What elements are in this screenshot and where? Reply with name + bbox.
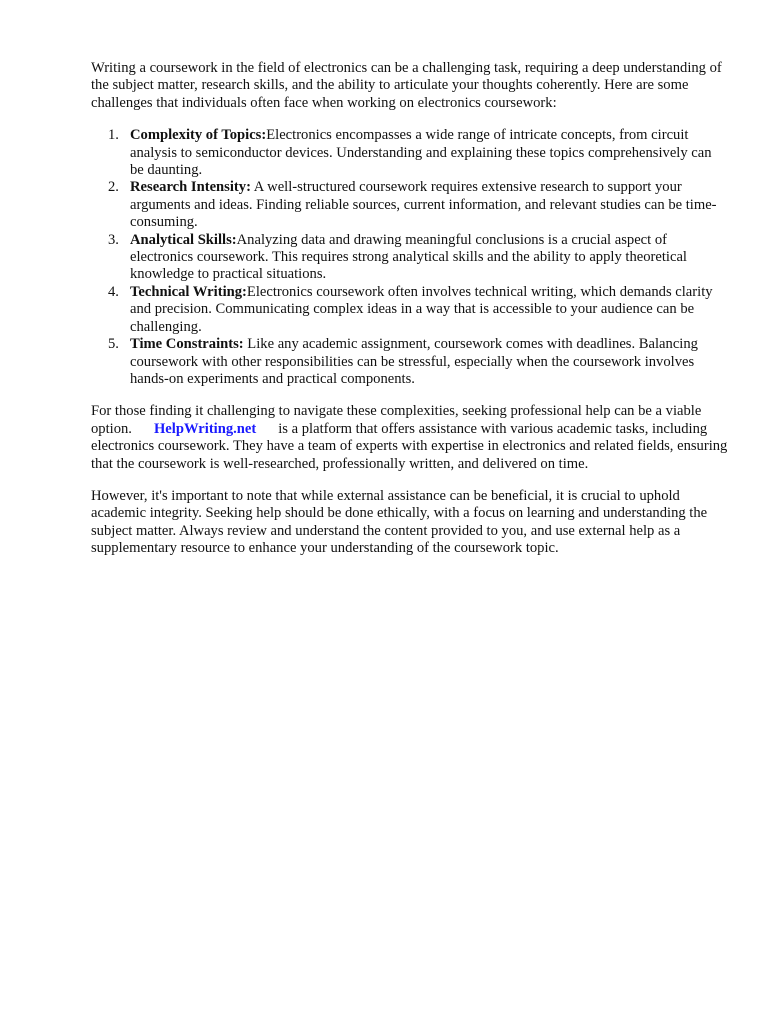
list-item-text: Electronics encompasses a wide range of intricate concepts, from circuit analysis to semiconductor devices. Understanding and explaining these topics comprehensively can be daunting. <box>130 127 712 179</box>
help-text-after-link: is a platform that offers assistance with various academic tasks, including electronics coursework. They have a team of experts with expertise in electronics and related fields, ensuring that the coursework is well-researched, professionally written, and delivered on time. <box>91 420 728 472</box>
list-item <box>108 231 728 284</box>
help-paragraph <box>91 403 728 473</box>
list-item-term: Time Constraints: <box>130 336 244 353</box>
help-text-before-link: For those finding it challenging to navigate these complexities, seeking professional help can be a viable option. <box>91 403 702 437</box>
list-item-text: Like any academic assignment, coursework comes with deadlines. Balancing coursework with other responsibilities can be stressful, especially when the coursework involves hands-on experiments and practical components. <box>130 336 698 387</box>
list-item-term: Analytical Skills: <box>130 231 237 248</box>
list-item-number: 5. <box>108 336 119 353</box>
list-item-text: Electronics coursework often involves technical writing, which demands clarity and precision. Communicating complex ideas in a way that is accessible to your audience can be challenging. <box>130 283 713 335</box>
list-item <box>108 179 728 231</box>
list-item-number: 2. <box>108 179 119 196</box>
list-item <box>108 283 728 336</box>
helpwriting-link[interactable]: HelpWriting.net <box>153 420 257 437</box>
list-item-text: A well-structured coursework requires extensive research to support your arguments and ideas. Finding reliable sources, current information, and relevant studies can be time-consuming. <box>130 179 717 231</box>
list-item-number: 3. <box>108 231 119 248</box>
list-item-term: Research Intensity: <box>130 179 251 196</box>
list-item-number: 1. <box>108 127 119 144</box>
intro-paragraph: Writing a coursework in the field of electronics can be a challenging task, requiring a deep understanding of the subject matter, research skills, and the ability to articulate your thoughts coherently. Here are some challenges that individuals often face when working on electronics coursework: <box>91 60 722 111</box>
list-item <box>108 336 728 388</box>
list-item-text: Analyzing data and drawing meaningful conclusions is a crucial aspect of electronics coursework. This requires strong analytical skills and the ability to apply theoretical knowledge to practical situations. <box>130 231 687 283</box>
list-item <box>108 127 728 179</box>
list-item-number: 4. <box>108 283 119 300</box>
challenges-list <box>91 127 728 388</box>
closing-paragraph: However, it's important to note that while external assistance can be beneficial, it is crucial to uphold academic integrity. Seeking help should be done ethically, with a focus on learning and understanding the subject matter. Always review and understand the content provided to you, and use external help as a supplementary resource to enhance your understanding of the coursework topic. <box>91 487 708 557</box>
list-item-term: Complexity of Topics: <box>130 127 267 144</box>
list-item-term: Technical Writing: <box>130 283 247 300</box>
